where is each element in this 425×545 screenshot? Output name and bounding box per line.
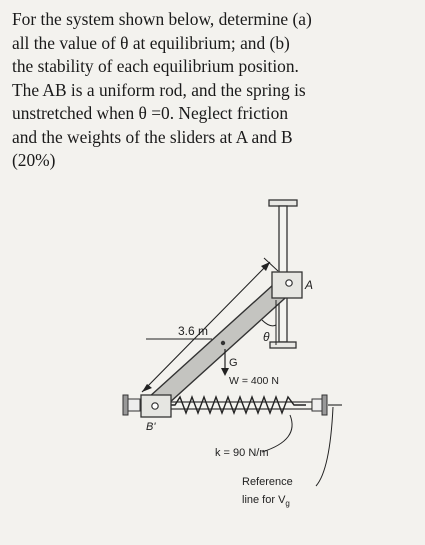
problem-line-6: and the weights of the sliders at A and B	[12, 126, 293, 147]
center-label: G	[229, 357, 238, 369]
reference-label-line1: Reference	[242, 476, 293, 488]
problem-line-4: The AB is a uniform rod, and the spring is	[12, 79, 306, 100]
angle-label: θ	[263, 330, 270, 344]
reference-label-text: line for V	[242, 494, 286, 506]
problem-line-1: For the system shown below, determine (a)	[12, 9, 312, 29]
reference-line	[316, 405, 342, 486]
problem-line-2: all the value of θ at equilibrium; and (b)	[12, 32, 290, 53]
point-b-label: B'	[146, 421, 156, 433]
length-dimension	[142, 258, 278, 392]
length-label: 3.6 m	[178, 324, 209, 338]
slider-b	[141, 395, 171, 417]
reference-label-line2	[242, 494, 290, 508]
problem-line-3: the stability of each equilibrium position.	[12, 56, 299, 76]
weight-label: W = 400 N	[229, 375, 279, 387]
slider-a	[272, 272, 302, 298]
problem-line-7: (20%)	[12, 150, 56, 170]
reference-label-subscript: g	[285, 499, 290, 508]
point-a-label: A	[305, 278, 314, 292]
spring-label: k = 90 N/m	[215, 447, 269, 459]
problem-line-5: unstretched when θ =0. Neglect friction	[12, 103, 289, 123]
